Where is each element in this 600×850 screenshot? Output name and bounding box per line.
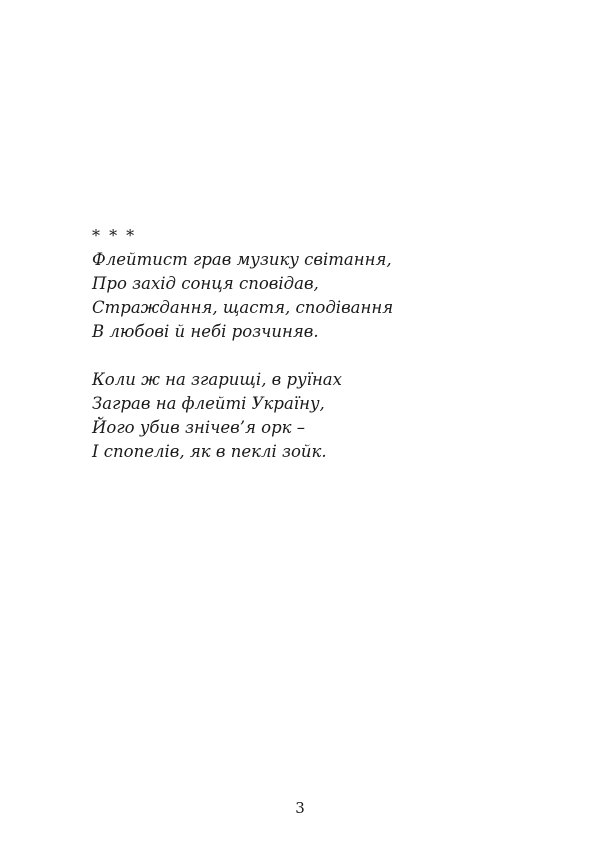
poem-line: Флейтист грав музику світання, <box>92 250 392 269</box>
stanza-2 <box>92 368 532 464</box>
page-number: 3 <box>295 799 305 817</box>
poem-line: І спопелів, як в пеклі зойк. <box>92 442 327 461</box>
poem-line: Коли ж на згарищі, в руїнах <box>92 370 342 389</box>
poem-line: В любові й небі розчиняв. <box>92 322 319 341</box>
poem-line: Про захід сонця сповідав, <box>92 274 319 293</box>
poem-line: Його убив знічев’я орк – <box>92 418 305 437</box>
poem-line: Страждання, щастя, сподівання <box>92 298 394 317</box>
poem-separator: * * * <box>92 226 137 245</box>
poem-line: Заграв на флейті Україну, <box>92 394 325 413</box>
stanza-gap <box>92 344 532 368</box>
poem <box>92 226 532 464</box>
stanza-1 <box>92 248 532 344</box>
